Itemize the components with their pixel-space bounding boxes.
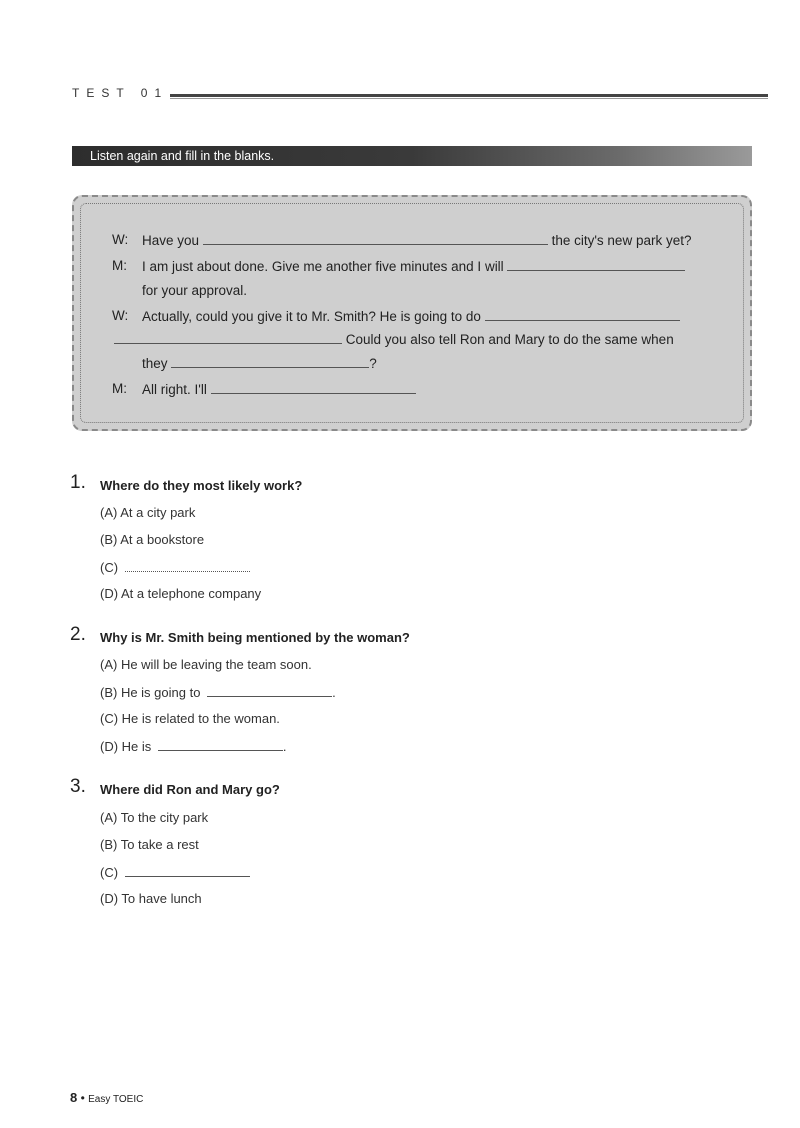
dialogue-box (72, 195, 752, 431)
option-label: (B) He is going to (100, 685, 201, 700)
option-label: (C) (100, 865, 119, 880)
dialogue-text: I am just about done. Give me another five minutes and I will (142, 259, 504, 274)
answer-option[interactable]: (A) He will be leaving the team soon. (100, 657, 312, 672)
speaker-label: W: (112, 232, 129, 247)
header-title: TEST 01 (72, 86, 169, 100)
dialogue-text: Could you also tell Ron and Mary to do the same when (345, 332, 674, 347)
bullet-separator: • (80, 1091, 85, 1105)
fill-blank[interactable] (125, 559, 250, 572)
fill-blank[interactable] (114, 331, 342, 344)
fill-blank[interactable] (171, 355, 369, 368)
header-rule-thin (170, 98, 768, 99)
answer-option[interactable]: (A) At a city park (100, 505, 196, 520)
answer-option[interactable] (100, 559, 250, 575)
dialogue-text: for your approval. (142, 283, 248, 298)
question-number: 1. (70, 472, 86, 493)
speaker-label: M: (112, 381, 127, 396)
fill-blank[interactable] (485, 308, 680, 321)
fill-blank[interactable] (507, 258, 685, 271)
dialogue-text: All right. I'll (142, 382, 207, 397)
page-number: 8 (70, 1090, 78, 1105)
speaker-label: W: (112, 308, 129, 323)
fill-blank[interactable] (203, 232, 548, 245)
fill-blank[interactable] (211, 381, 416, 394)
question-number: 3. (70, 776, 86, 797)
question-text: Where did Ron and Mary go? (100, 782, 280, 797)
book-title: Easy TOEIC (88, 1094, 144, 1105)
answer-option[interactable]: (D) To have lunch (100, 891, 202, 906)
speaker-label: M: (112, 258, 127, 273)
fill-blank[interactable] (158, 738, 283, 751)
question-text: Why is Mr. Smith being mentioned by the woman? (100, 630, 410, 645)
page-footer (70, 1090, 143, 1105)
option-label: (C) (100, 560, 119, 575)
fill-blank[interactable] (125, 864, 250, 877)
fill-blank[interactable] (207, 684, 332, 697)
answer-option[interactable]: (D) He is . (100, 739, 287, 754)
answer-option[interactable]: (B) At a bookstore (100, 532, 205, 547)
answer-option[interactable]: (D) At a telephone company (100, 586, 262, 601)
dialogue-text: Have you (142, 233, 200, 248)
instruction-banner: Listen again and fill in the blanks. (72, 146, 752, 166)
dialogue-text: Actually, could you give it to Mr. Smith? He is going to do (142, 309, 481, 324)
question-text: Where do they most likely work? (100, 478, 303, 493)
answer-option[interactable]: (B) He is going to . (100, 685, 336, 700)
answer-option[interactable] (100, 864, 250, 880)
dialogue-text: the city's new park yet? (551, 233, 692, 248)
dialogue-text: they (142, 356, 168, 371)
answer-option[interactable]: (B) To take a rest (100, 837, 199, 852)
answer-option[interactable]: (A) To the city park (100, 810, 209, 825)
dialogue-text: ? (369, 356, 377, 371)
answer-option[interactable]: (C) He is related to the woman. (100, 711, 280, 726)
header-rule (170, 94, 768, 97)
option-label: (D) He is (100, 739, 152, 754)
question-number: 2. (70, 624, 86, 645)
